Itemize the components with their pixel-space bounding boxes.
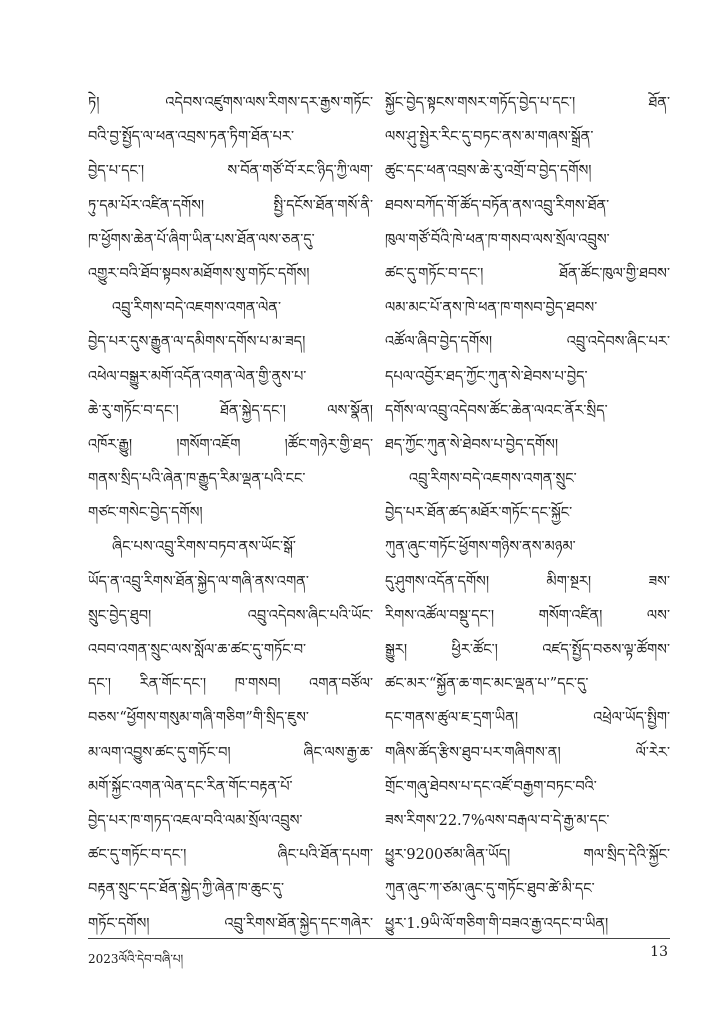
- text-line: རིགས་འཚོལ་བསྡུ་དང་། གསོག་འཛིན། ལས་: [385, 607, 670, 624]
- text-line: ཞིང་པས་འབྲུ་རིགས་བཏབ་ནས་ཡོང་སྒོ་: [112, 539, 296, 556]
- text-line: དང་གནས་ཚུལ་ཇ་དྲག་ཡིན། འཕྲེལ་ཡོད་སྤྱིག་: [385, 710, 670, 727]
- right-text-column: [385, 86, 670, 941]
- text-line: མགོ་སྐྱོང་འགན་ལེན་དང་རིན་གོང་བརྟན་པོ་: [88, 778, 293, 795]
- text-line: ཚང་མར་“སྐྱོན་ཆ་གང་མང་ལྡན་པ་”དང་དུ་: [385, 676, 589, 693]
- text-line: གཏོང་དགོས། འབྲུ་རིགས་ཐོན་སྐྱེད་དང་གཞེར་: [88, 915, 373, 932]
- text-line: ཁ་ཕྱོགས་ཆེན་པོ་ཞིག་ཡིན་པས་ཐོན་ལས་ཅན་དུ་: [88, 231, 315, 248]
- text-line: དགོས་ལ་འབྲུ་འདེབས་ཚོང་ཆེན་ལའང་ནོར་སྲིད་: [385, 402, 608, 419]
- left-text-column: [88, 86, 373, 941]
- footer-divider: [88, 938, 670, 939]
- text-line: ཚུང་དང་ཕན་འབྲས་ཆེ་རུ་འགྲོ་བ་བྱེད་དགོས།: [385, 163, 592, 180]
- text-line: སྐྱོང་བྱེད་སྟངས་གསར་གཏོད་བྱེད་པ་དང་། ཐོན་: [385, 95, 670, 111]
- text-line: གནས་སྲིད་པའི་ཞེན་ཁ་རྒྱུད་རིམ་ལྡན་པའི་ངང་: [88, 471, 306, 488]
- text-line: འཕེལ་བསྒྱུར་མགོ་འདོན་འགན་ལེན་གྱི་ནུས་པ་: [88, 368, 307, 385]
- text-line: བརྟན་སྲུང་དང་ཐོན་སྐྱེད་ཀྱི་ཞེན་ཁ་ཆུང་དུ་: [88, 881, 285, 898]
- text-line: འགྱུར་བའི་ཐོབ་སྟབས་མཐོགས་སུ་གཏོང་དགོས།: [88, 265, 310, 282]
- text-line: བའི་བྱ་སྤྱོད་ལ་ཕན་འབྲས་ཏན་ཏིག་ཐོན་པར་: [88, 129, 295, 146]
- text-line: ཆེ་རུ་གཏོང་བ་དང་། ཐོན་སྐྱེད་དང་། ལས་སྣོན།: [88, 402, 373, 419]
- text-line: ཁུལ་གཙོ་བོའི་ཁེ་ཕན་ཁ་གསབ་ལས་སྲོལ་འབྲུས་: [385, 231, 610, 248]
- text-line: གཞིས་ཚོད་རྩིས་ཐུབ་པར་གཞིགས་ན། ལོ་རེར་: [385, 744, 670, 761]
- text-line: ཀུན་ཞུང་ཀ་ཙམ་ཞུང་དུ་གཏོང་ཐུབ་ཚེ་མི་དང་: [385, 881, 595, 898]
- text-line: གཙང་གསེང་བྱེད་དགོས།: [88, 505, 203, 522]
- text-line: ཏུ་དམ་པོར་འཛིན་དགོས། སྤྱི་དངོས་ཐོན་གསོ་ནི་: [88, 197, 373, 214]
- text-line: ཐབས་བཀོད་གོ་ཚོད་བཏོན་ནས་འབྲུ་རིགས་ཐོན་: [385, 197, 610, 214]
- text-line: མ་ལག་འབྱུས་ཚང་དུ་གཏོང་བ། ཞིང་ལས་རྒྱ་ཆ་: [88, 744, 373, 761]
- text-line: ཕྱུར་1.9ཡི་ལོ་གཅིག་གི་བཟའ་རྒྱ་འདང་བ་ཡིན།: [385, 915, 609, 932]
- text-line: ཐད་ཀྱོང་ཀུན་སེ་ཐེབས་པ་བྱེད་དགོས།: [385, 436, 559, 453]
- text-line: བྱེད་པར་དུས་རྒྱུན་ལ་དམིགས་དགོས་པ་མ་ཟད།: [88, 334, 306, 351]
- page-number: 13: [650, 944, 668, 960]
- text-line: ལས་ཤུ་སྤྱེར་རིང་དུ་བཏང་ནས་མ་གཞས་སྒྲོན་: [385, 129, 594, 146]
- text-line: ཕྱུར་9200ཙམ་ཞིན་ཡོད། གལ་སྲིད་དེའི་སྐྱོང་: [385, 847, 670, 864]
- text-line: ཀུན་ཞུང་གཏོང་ཕྱོགས་གཉིས་ནས་མཉམ་: [385, 539, 576, 556]
- text-line: གྲོང་གཞུ་ཐེབས་པ་དང་འཛོ་བརྒྱག་བཏང་བའི་: [385, 778, 597, 795]
- text-line: ཟས་རིགས་22.7%ལས་བརྒལ་བ་དེ་རྒྱ་མ་དང་: [385, 812, 610, 829]
- text-line: ཡོད་ན་འབྲུ་རིགས་ཐོན་སྐྱེད་ལ་གཞི་ནས་འགན་: [88, 573, 309, 590]
- footer-issue-label: 2023ལོའི་དེབ་བཞི་པ།: [88, 952, 184, 966]
- text-line: འཚོལ་ཞིབ་བྱེད་དགོས། འབྲུ་འདེབས་ཞིང་པར་: [385, 334, 670, 351]
- text-line: བྱེད་པར་ཁ་གཏད་འཇལ་བའི་ལམ་སྲོལ་འབྲུས་: [88, 812, 303, 829]
- text-line: བྱེད་པ་དང་། ས་བོན་གཙོ་བོ་རང་ཉིད་ཀྱི་ལག་: [88, 163, 373, 180]
- text-line: བཅས་“ཕྱོགས་གསུམ་གཞི་གཅིག”གི་སྲིད་ཇུས་: [88, 710, 309, 727]
- text-line: སྒྱུར། ཕྱིར་ཚོང་། འཛད་སྤྱོད་བཅས་ལྟ་ཚོགས་: [385, 642, 670, 658]
- text-line: དཔལ་འབྱོར་ཐད་ཀྱོང་ཀུན་སེ་ཐེབས་པ་བྱེད་: [385, 368, 588, 385]
- text-line: དང་། རིན་གོང་དང་། ཁ་གསབ། འགན་བཙོལ་: [88, 676, 373, 693]
- text-line: འབབ་འགན་སྲུང་ལས་སློལ་ཆ་ཚང་དུ་གཏོང་བ་: [88, 642, 307, 658]
- text-line: ཏེ། འདེབས་འཛུགས་ལས་རིགས་དར་རྒྱས་གཏོང་: [88, 95, 373, 111]
- text-line: འཁོར་རྒྱུ། །གསོག་འཇོག །ཚོང་གཉེར་གྱི་ཐད་: [88, 436, 373, 453]
- text-line: ལམ་མང་པོ་ནས་ཁེ་ཕན་ཁ་གསབ་བྱེད་ཐབས་: [385, 300, 598, 317]
- text-line: འབྲུ་རིགས་བདེ་འཇགས་འགན་ལེན་: [112, 300, 282, 317]
- text-line: ཚང་དུ་གཏོང་བ་དང་། ཞིང་པའི་ཐོན་དཔག་: [88, 847, 373, 864]
- text-line: འབྲུ་རིགས་བདེ་འཇགས་འགན་སྲུང་: [409, 471, 577, 488]
- text-line: བྱེད་པར་ཐོན་ཚད་མཐོར་གཏོང་དང་སྐྱོང་: [385, 505, 573, 522]
- text-line: དུ་ཤུགས་འདོན་དགོས། མིག་སྔར། ཟས་: [385, 573, 670, 590]
- text-line: སྲུང་བྱེད་ཐུབ། འབྲུ་འདེབས་ཞིང་པའི་ཡོང་: [88, 607, 373, 624]
- text-line: ཚང་དུ་གཏོང་བ་དང་། ཐོན་ཚོང་ཁུལ་གྱི་ཐབས་: [385, 265, 670, 282]
